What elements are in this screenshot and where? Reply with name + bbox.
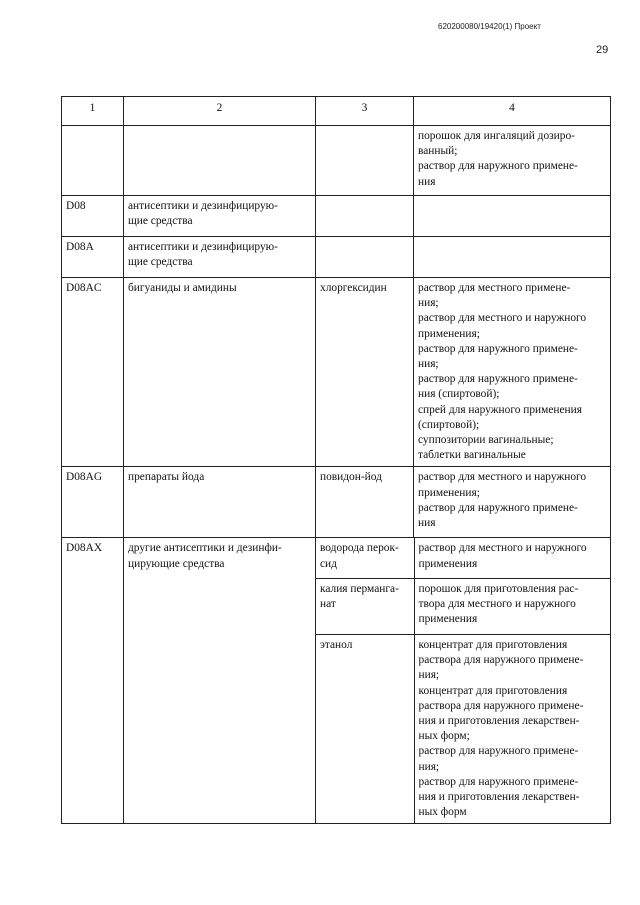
atc-code-cell: D08AX xyxy=(62,538,124,824)
dosage-form-line: применения; xyxy=(418,486,480,499)
atc-code-cell: D08AC xyxy=(62,278,124,467)
group-line: щие средства xyxy=(128,215,193,228)
dosage-form-line: применения xyxy=(418,613,478,626)
column-header-2: 2 xyxy=(124,97,316,126)
group-cell xyxy=(124,196,316,237)
group-cell xyxy=(124,538,316,824)
dosage-form-line: ния xyxy=(418,517,436,530)
dosage-form-line: ния (спиртовой); xyxy=(418,388,500,401)
dosage-form-line: раствор для местного и наружного xyxy=(418,312,587,325)
dosage-form-line: концентрат для приготовления xyxy=(418,638,568,651)
dosage-form-line: раствор для наружного примене- xyxy=(418,342,578,355)
group-line: препараты йода xyxy=(128,471,205,484)
dosage-form-line: ния; xyxy=(418,297,439,310)
dosage-form-line: раствор для наружного примене- xyxy=(418,501,578,514)
dosage-form-line: (спиртовой); xyxy=(418,418,480,431)
dosage-forms-cell xyxy=(414,634,611,823)
table-row xyxy=(62,538,611,824)
dosage-form-line: ния и приготовления лекарствен- xyxy=(418,790,580,803)
dosage-form-line: ния и приготовления лекарствен- xyxy=(418,714,580,727)
dosage-form-line: порошок для ингаляций дозиро- xyxy=(418,130,575,142)
dosage-form-line: ванный; xyxy=(418,145,458,158)
column-header-4: 4 xyxy=(414,97,611,126)
dosage-form-line: ния; xyxy=(418,358,439,371)
substance-cell: повидон-йод xyxy=(316,467,414,538)
group-line: антисептики и дезинфицирую- xyxy=(128,200,278,212)
group-line: другие антисептики и дезинфи- xyxy=(128,542,282,555)
dosage-form-line: раствор для наружного примене- xyxy=(418,775,579,788)
substance-cell xyxy=(316,237,414,278)
group-cell xyxy=(124,237,316,278)
dosage-forms-cell xyxy=(414,278,611,467)
substance-line: этанол xyxy=(320,638,353,651)
table-row xyxy=(62,237,611,278)
dosage-form-line: применения; xyxy=(418,327,480,340)
dosage-form-line: раствор для местного и наружного xyxy=(418,542,587,555)
dosage-forms-cell xyxy=(414,237,611,278)
dosage-form-line: концентрат для приготовления xyxy=(418,684,568,697)
dosage-forms-cell xyxy=(414,578,611,634)
substance-line: сид xyxy=(320,557,337,570)
column-header-3: 3 xyxy=(316,97,414,126)
dosage-form-line: раствор для местного и наружного xyxy=(418,471,587,484)
group-line: цирующие средства xyxy=(128,557,225,570)
substance-line: нат xyxy=(320,598,336,611)
table-row xyxy=(62,126,611,196)
dosage-form-line: ных форм xyxy=(418,806,467,819)
group-line: бигуаниды и амидины xyxy=(128,282,237,294)
dosage-form-line: таблетки вагинальные xyxy=(418,449,526,462)
substance-line: калия перманга- xyxy=(320,582,399,595)
table-row xyxy=(62,278,611,467)
substance-cell xyxy=(316,126,414,196)
atc-code-cell xyxy=(62,126,124,196)
dosage-form-line: раствора для наружного примене- xyxy=(418,699,584,712)
dosage-form-line: порошок для приготовления рас- xyxy=(418,582,579,595)
dosage-form-line: ния; xyxy=(418,669,440,682)
substance-cell xyxy=(316,578,414,634)
dosage-forms-cell xyxy=(414,126,611,196)
substance-cell xyxy=(316,538,414,578)
substance-cell: хлоргексидин xyxy=(316,278,414,467)
page-number: 29 xyxy=(596,44,609,56)
dosage-form-line: твора для местного и наружного xyxy=(418,598,576,611)
subrow xyxy=(316,538,611,578)
dosage-form-line: ния xyxy=(418,175,436,188)
dosage-form-line: суппозитории вагинальные; xyxy=(418,434,554,447)
document-id: 620200080/19420(1) Проект xyxy=(438,22,541,31)
table-header-row xyxy=(62,97,611,126)
dosage-form-line: ния; xyxy=(418,760,440,773)
subrow xyxy=(316,634,611,823)
dosage-form-line: применения xyxy=(418,557,478,570)
dosage-forms-cell xyxy=(414,467,611,538)
group-line: антисептики и дезинфицирую- xyxy=(128,241,278,253)
atc-code-cell: D08A xyxy=(62,237,124,278)
substance-forms-subtable xyxy=(316,538,611,824)
subrows-table xyxy=(316,538,611,823)
group-line: щие средства xyxy=(128,256,193,269)
dosage-form-line: ных форм; xyxy=(418,730,470,743)
atc-code-cell: D08 xyxy=(62,196,124,237)
column-header-1: 1 xyxy=(62,97,124,126)
substance-cell xyxy=(316,196,414,237)
dosage-form-line: раствора для наружного примене- xyxy=(418,654,584,667)
group-cell xyxy=(124,467,316,538)
substance-cell xyxy=(316,634,414,823)
substance-line: водорода перок- xyxy=(320,542,399,555)
group-cell xyxy=(124,126,316,196)
group-cell xyxy=(124,278,316,467)
dosage-forms-cell xyxy=(414,196,611,237)
subrow xyxy=(316,578,611,634)
dosage-form-line: раствор для наружного примене- xyxy=(418,373,578,386)
atc-code-cell: D08AG xyxy=(62,467,124,538)
dosage-forms-cell xyxy=(414,538,611,578)
table-row xyxy=(62,467,611,538)
table-row xyxy=(62,196,611,237)
dosage-form-line: спрей для наружного применения xyxy=(418,403,582,416)
dosage-form-line: раствор для местного примене- xyxy=(418,282,571,294)
dosage-form-line: раствор для наружного примене- xyxy=(418,745,579,758)
drug-classification-table xyxy=(61,96,611,824)
dosage-form-line: раствор для наружного примене- xyxy=(418,160,578,173)
